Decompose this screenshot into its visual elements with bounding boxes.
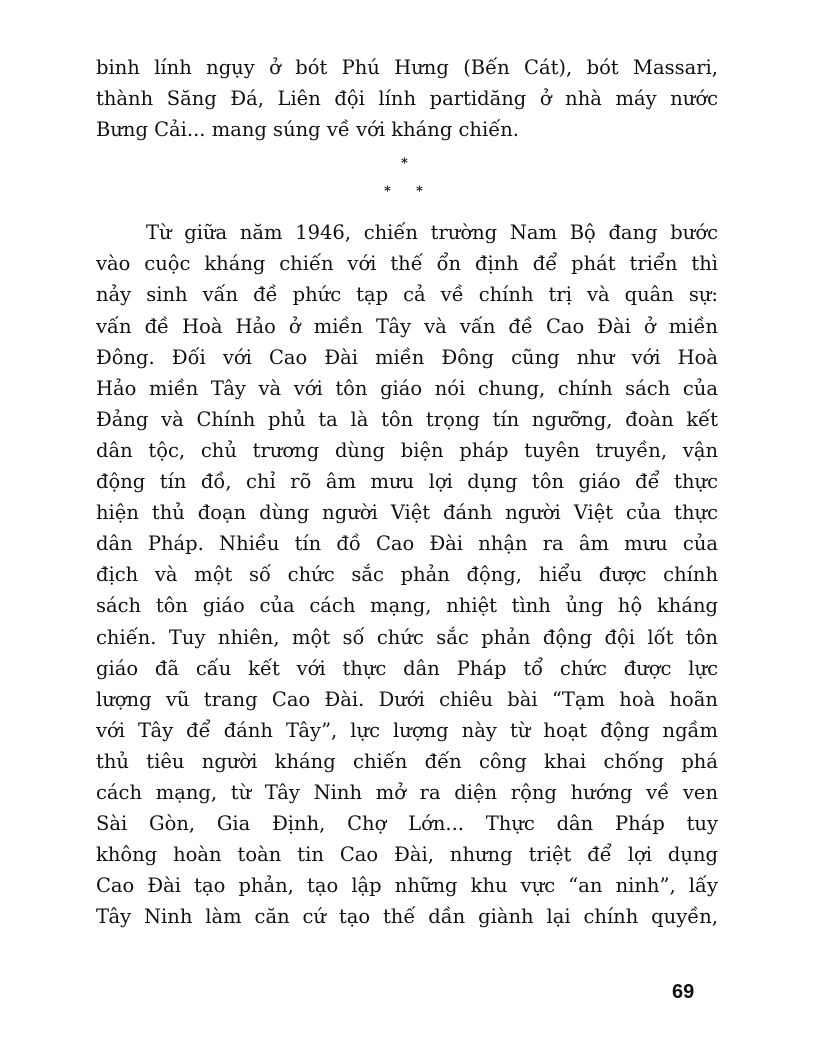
text-line: Đông. Đối với Cao Đài miền Đông cũng như với Hoà [96, 345, 718, 369]
text-line-first: Từ giữa năm 1946, chiến trường Nam Bộ đang bước [146, 221, 718, 245]
text-line: binh lính ngụy ở bót Phú Hưng (Bến Cát), bót Massari, [96, 56, 718, 79]
text-line: giáo đã cấu kết với thực dân Pháp tổ chức được lực [96, 656, 718, 680]
text-line: với Tây để đánh Tây”, lực lượng này từ hoạt động ngầm [96, 718, 718, 742]
main-paragraph [96, 217, 718, 932]
text-line: hiện thủ đoạn dùng người Việt đánh người Việt của thực [96, 501, 718, 525]
text-line: Hảo miền Tây và với tôn giáo nói chung, chính sách của [96, 376, 718, 400]
asterisk-bottom-left: * [384, 184, 391, 200]
text-line: Sài Gòn, Gia Định, Chợ Lớn... Thực dân Pháp tuy [96, 812, 718, 836]
text-line: Cao Đài tạo phản, tạo lập những khu vực “an ninh”, lấy [96, 874, 718, 898]
text-line: dân tộc, chủ trương dùng biện pháp tuyên truyền, vận [96, 438, 718, 462]
text-line: vào cuộc kháng chiến với thế ổn định để phát triển thì [96, 252, 718, 276]
opening-paragraph [96, 52, 718, 145]
section-break-asterisks [96, 147, 718, 217]
text-line: lượng vũ trang Cao Đài. Dưới chiêu bài “Tạm hoà hoãn [96, 687, 718, 711]
text-line: cách mạng, từ Tây Ninh mở ra diện rộng hướng về ven [96, 780, 718, 804]
text-line: Đảng và Chính phủ ta là tôn trọng tín ngưỡng, đoàn kết [96, 407, 718, 431]
page-number: 69 [672, 981, 695, 1003]
text-line: thủ tiêu người kháng chiến đến công khai chống phá [96, 749, 718, 773]
text-line: nảy sinh vấn đề phức tạp cả về chính trị và quân sự: [96, 283, 718, 307]
text-line: địch và một số chức sắc phản động, hiểu được chính [96, 563, 718, 587]
text-line: thành Săng Đá, Liên đội lính partidăng ở nhà máy nước [96, 87, 718, 111]
text-line: không hoàn toàn tin Cao Đài, nhưng triệt để lợi dụng [96, 843, 718, 867]
asterisk-bottom-right: * [416, 184, 423, 200]
text-line: Tây Ninh làm căn cứ tạo thế dần giành lại chính quyền, [96, 905, 718, 929]
text-line: động tín đồ, chỉ rõ âm mưu lợi dụng tôn giáo để thực [96, 470, 718, 494]
text-line: sách tôn giáo của cách mạng, nhiệt tình ủng hộ kháng [96, 594, 718, 618]
text-line: chiến. Tuy nhiên, một số chức sắc phản động đội lốt tôn [96, 625, 718, 649]
page-body [96, 52, 718, 932]
asterisk-top: * [401, 156, 408, 172]
text-line: dân Pháp. Nhiều tín đồ Cao Đài nhận ra âm mưu của [96, 532, 718, 556]
text-line: vấn đề Hoà Hảo ở miền Tây và vấn đề Cao Đài ở miền [96, 314, 718, 338]
text-line: Bưng Cải... mang súng về với kháng chiến. [96, 118, 519, 142]
